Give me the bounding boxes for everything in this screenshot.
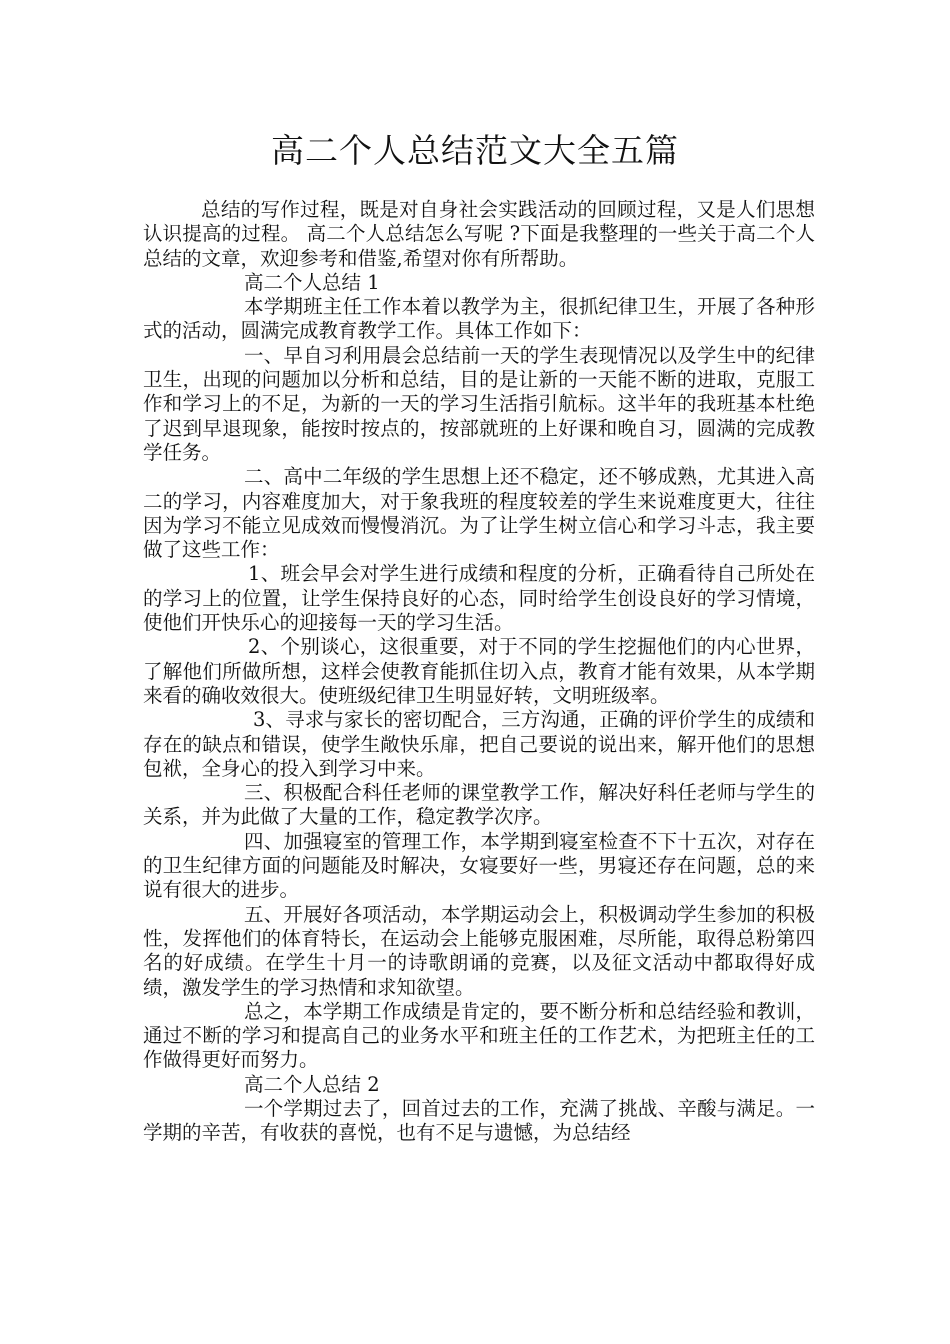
- body-paragraph: 五、开展好各项活动，本学期运动会上，积极调动学生参加的积极性，发挥他们的体育特长，在运动会上能够克服困难，尽所能，取得总粉第四名的好成绩。在学生十月一的诗歌朗诵的竞赛，以及征文活动中都取得好成绩，激发学生的学习热情和求知欲望。: [143, 902, 815, 999]
- body-paragraph: 二、高中二年级的学生思想上还不稳定，还不够成熟，尤其进入高二的学习，内容难度加大，对于象我班的程度较差的学生来说难度更大，往往因为学习不能立见成效而慢慢消沉。为了让学生树立信心和学习斗志，我主要做了这些工作：: [143, 465, 815, 562]
- document-body: [143, 198, 815, 1146]
- body-paragraph: 一、早自习利用晨会总结前一天的学生表现情况以及学生中的纪律卫生，出现的问题加以分析和总结，目的是让新的一天能不断的进取，克服工作和学习上的不足，为新的一天的学习生活指引航标。这半年的我班基本杜绝了迟到早退现象，能按时按点的，按部就班的上好课和晚自习，圆满的完成教学任务。: [143, 343, 815, 464]
- section-heading: 高二个人总结 2: [244, 1072, 380, 1096]
- section-heading: 高二个人总结 1: [244, 270, 380, 294]
- body-paragraph: 3、寻求与家长的密切配合，三方沟通，正确的评价学生的成绩和存在的缺点和错误，使学生敞快乐扉，把自己要说的说出来，解开他们的思想包袱，全身心的投入到学习中来。: [143, 708, 815, 780]
- body-paragraph: 总之，本学期工作成绩是肯定的，要不断分析和总结经验和教训，通过不断的学习和提高自己的业务水平和班主任的工作艺术，为把班主任的工作做得更好而努力。: [143, 999, 815, 1072]
- intro-paragraph: 总结的写作过程，既是对自身社会实践活动的回顾过程，又是人们思想认识提高的过程。 高二个人总结怎么写呢 ?下面是我整理的一些关于高二个人总结的文章，欢迎参考和借鉴,希望对你有所帮助。: [143, 198, 815, 270]
- body-paragraph: 2、个别谈心，这很重要，对于不同的学生挖掘他们的内心世界，了解他们所做所想，这样会使教育能抓住切入点，教育才能有效果，从本学期来看的确收效很大。使班级纪律卫生明显好转，文明班级率。: [143, 635, 815, 707]
- body-paragraph: 三、积极配合科任老师的课堂教学工作，解决好科任老师与学生的关系，并为此做了大量的工作，稳定教学次序。: [143, 781, 815, 829]
- body-paragraph: 一个学期过去了，回首过去的工作，充满了挑战、辛酸与满足。一学期的辛苦，有收获的喜悦，也有不足与遗憾，为总结经: [143, 1096, 815, 1145]
- body-paragraph: 四、加强寝室的管理工作，本学期到寝室检查不下十五次，对存在的卫生纪律方面的问题能及时解决，女寝要好一些，男寝还存在问题，总的来说有很大的进步。: [143, 829, 815, 902]
- body-paragraph: 本学期班主任工作本着以教学为主，很抓纪律卫生，开展了各种形式的活动，圆满完成教育教学工作。具体工作如下：: [143, 295, 815, 343]
- body-paragraph: 1、班会早会对学生进行成绩和程度的分析，正确看待自己所处在的学习上的位置，让学生保持良好的心态，同时给学生创设良好的学习情境，使他们开快乐心的迎接每一天的学习生活。: [143, 562, 815, 635]
- document-title: 高二个人总结范文大全五篇: [271, 131, 679, 170]
